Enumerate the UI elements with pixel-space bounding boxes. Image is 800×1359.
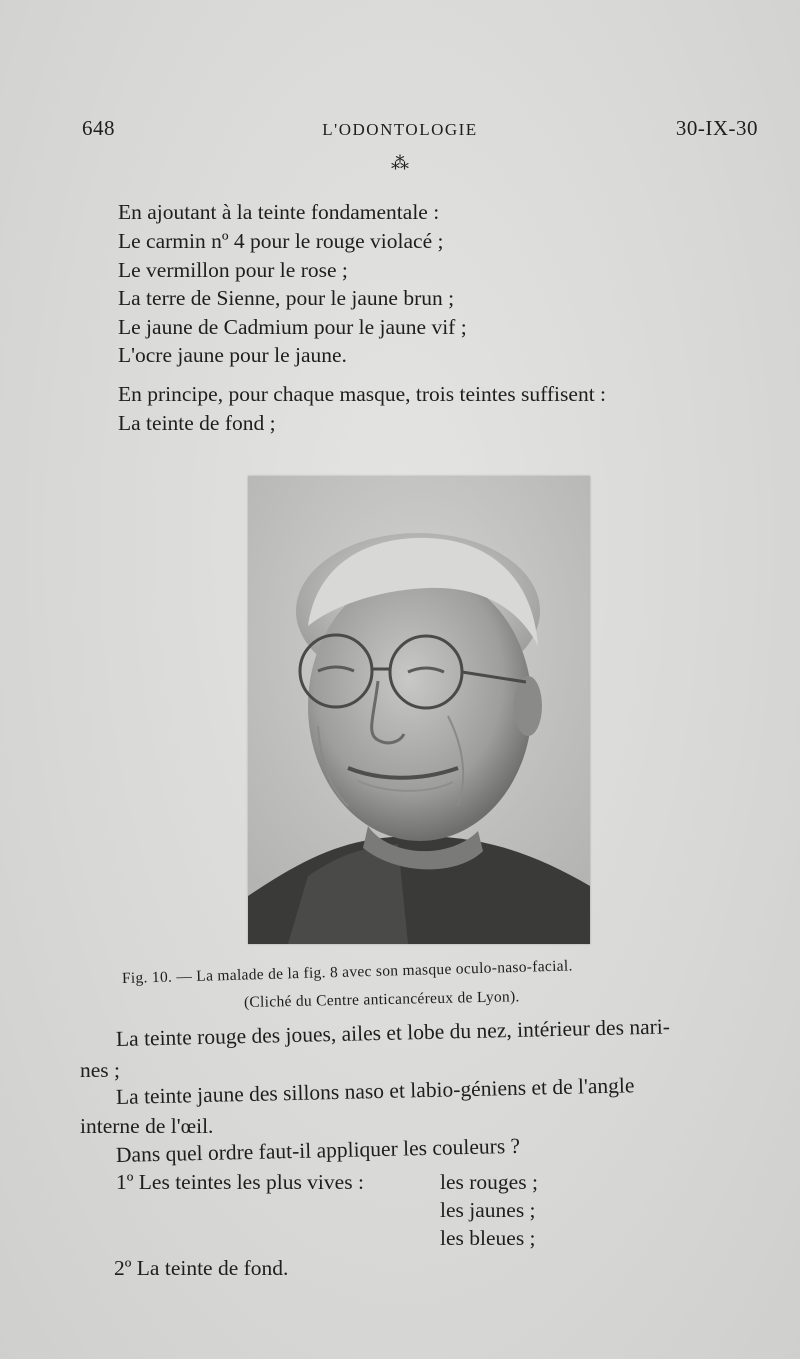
text-line: Le carmin nº 4 pour le rouge violacé ; (118, 229, 444, 253)
text-line: En ajoutant à la teinte fondamentale : (118, 200, 440, 224)
text-line: La teinte jaune des sillons naso et labio-géniens et de l'angle (115, 1073, 635, 1109)
journal-title: L'ODONTOLOGIE (322, 120, 478, 139)
list-value: les jaunes ; (440, 1198, 536, 1222)
page-number: 648 (82, 116, 115, 140)
issue-date: 30-IX-30 (675, 116, 758, 140)
text-line: En principe, pour chaque masque, trois teintes suffisent : (118, 382, 607, 406)
list-item: 2º La teinte de fond. (114, 1256, 289, 1280)
list-item-label: 1º Les teintes les plus vives : (116, 1170, 364, 1194)
text-line: interne de l'œil. (80, 1114, 214, 1138)
text-line: Dans quel ordre faut-il appliquer les couleurs ? (115, 1133, 521, 1167)
text-line: La teinte rouge des joues, ailes et lobe du nez, intérieur des nari- (115, 1014, 671, 1051)
text-line: La teinte de fond ; (118, 411, 276, 435)
text-line: Le jaune de Cadmium pour le jaune vif ; (118, 315, 467, 339)
portrait-photo (248, 476, 590, 944)
asterism: ⁂ (391, 153, 409, 173)
text-line: Le vermillon pour le rose ; (118, 258, 348, 282)
list-value: les rouges ; (440, 1170, 538, 1194)
portrait-image (248, 476, 590, 944)
figure-credit: (Cliché du Centre anticancéreux de Lyon). (243, 988, 520, 1011)
figure-caption: Fig. 10. — La malade de la fig. 8 avec son masque oculo-naso-facial. (121, 957, 573, 987)
list-value: les bleues ; (440, 1226, 536, 1250)
text-line: La terre de Sienne, pour le jaune brun ; (118, 286, 455, 310)
text-line: nes ; (80, 1058, 121, 1082)
text-line: L'ocre jaune pour le jaune. (118, 343, 347, 367)
